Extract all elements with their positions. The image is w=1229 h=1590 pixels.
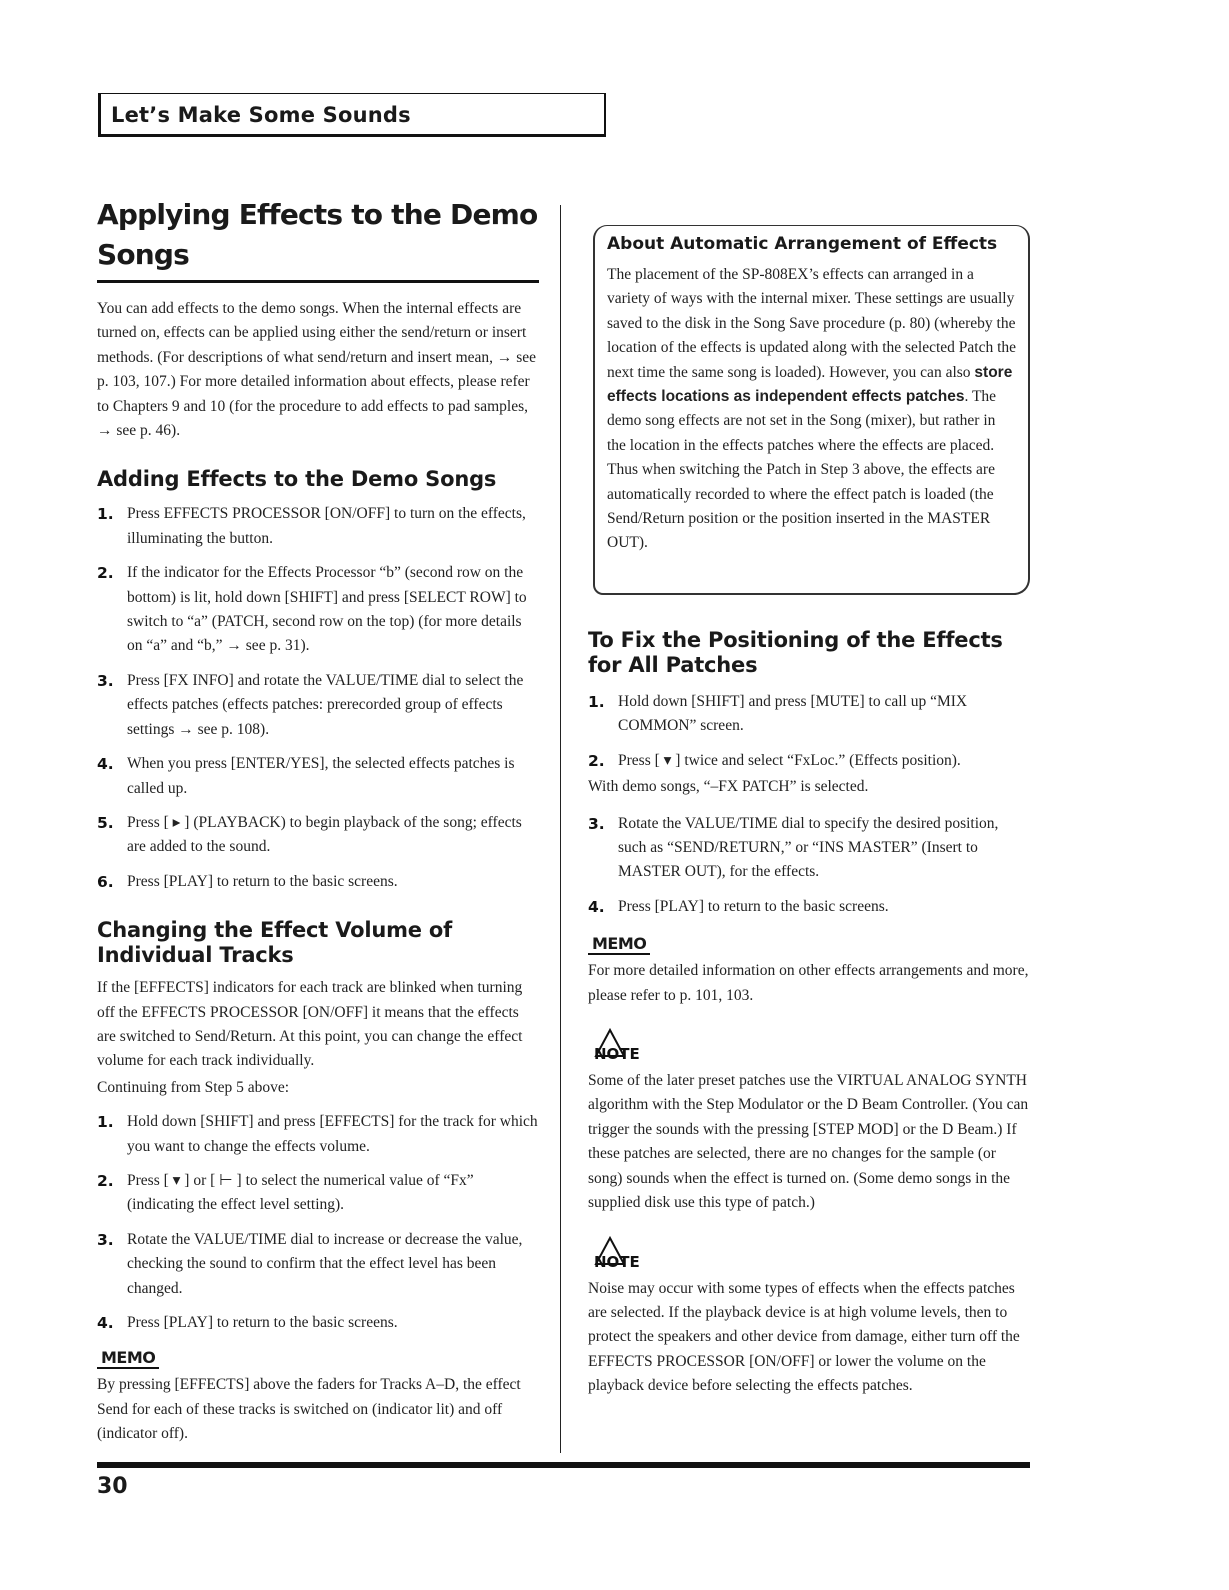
step-text: If the indicator for the Effects Processor “b” (second row on the bottom) is lit, hold down [SHIFT] and press [SELECT ROW] to switch to “a” (PATCH, second row on the top) (for more details on “a” and “b,” → see p. 31).	[127, 564, 527, 655]
memo-text: For more detailed information on other effects arrangements and more, please refer to p. 101, 103.	[588, 962, 1029, 1004]
list-item	[97, 669, 539, 742]
step-text: When you press [ENTER/YES], the selected effects patches is called up.	[127, 755, 515, 797]
left-column	[97, 195, 539, 1447]
info-box-emphasis: store effects locations as independent effects patches	[607, 363, 1013, 406]
step-number: 4.	[97, 755, 114, 774]
step-text: Hold down [SHIFT] and press [EFFECTS] for the track for which you want to change the effects volume.	[127, 1113, 538, 1155]
section-heading-fix-positioning: To Fix the Positioning of the Effects for All Patches	[588, 628, 1003, 677]
list-item	[97, 1311, 539, 1335]
list-item	[588, 895, 1030, 919]
step-number: 5.	[97, 813, 114, 832]
footer-rule	[97, 1462, 1030, 1468]
list-item	[97, 870, 539, 894]
note-icon	[588, 1234, 640, 1272]
step-text: Rotate the VALUE/TIME dial to increase or decrease the value, checking the sound to confirm that the effect level has been changed.	[127, 1230, 523, 1297]
page-number: 30	[97, 1474, 128, 1499]
list-item	[97, 1169, 539, 1218]
step-number: 3.	[97, 1230, 114, 1249]
list-item	[588, 812, 1030, 885]
step-number: 1.	[588, 693, 605, 711]
list-item	[97, 752, 539, 801]
chapter-title: Let’s Make Some Sounds	[111, 103, 411, 127]
memo-block	[97, 1349, 539, 1446]
step-text: Press [FX INFO] and rotate the VALUE/TIME dial to select the effects patches (effects patches: prerecorded group of effects settings → see p. 108).	[127, 671, 524, 738]
step-text: Press [ ▸ ] (PLAYBACK) to begin playback of the song; effects are added to the sound.	[127, 813, 522, 856]
step-number: 1.	[97, 505, 114, 524]
page-title: Applying Effects to the Demo Songs	[97, 195, 539, 283]
step-number: 4.	[588, 897, 605, 916]
adding-effects-steps	[97, 502, 539, 894]
fix-positioning-steps	[588, 690, 1030, 773]
step-text: Press [PLAY] to return to the basic screens.	[127, 1314, 398, 1331]
memo-text: By pressing [EFFECTS] above the faders for Tracks A–D, the effect Send for each of these tracks is switched on (indicator lit) and off (indicator off).	[97, 1376, 521, 1443]
note-block	[588, 1026, 1030, 1215]
step-number: 6.	[97, 872, 114, 891]
right-column	[588, 628, 1030, 1399]
svg-text:NOTE: NOTE	[594, 1045, 640, 1064]
continuing-note: Continuing from Step 5 above:	[97, 1078, 290, 1096]
list-item	[97, 1228, 539, 1301]
step-number: 3.	[588, 814, 605, 833]
fix-positioning-steps-continued	[588, 812, 1030, 920]
memo-block	[588, 935, 1030, 1008]
step-number: 2.	[97, 1171, 114, 1190]
interlude-text: With demo songs, “–FX PATCH” is selected.	[588, 778, 869, 796]
memo-icon: MEMO	[97, 1349, 159, 1369]
step-number: 2.	[588, 751, 605, 770]
step-number: 2.	[97, 564, 114, 583]
effect-volume-intro: If the [EFFECTS] indicators for each track are blinked when turning off the EFFECTS PROCESSOR [ON/OFF] it means that the effects are switched to Send/Return. At this point, you can change the effect volume for each track individually.	[97, 979, 523, 1070]
note-text: Some of the later preset patches use the VIRTUAL ANALOG SYNTH algorithm with the Step Modulator or the D Beam Controller. (You can trigger the sounds with the pressing [STEP MOD] or the D Beam.) If these patches are selected, there are no changes for the sample (or song) sounds when the effect is turned on. (Some demo songs in the supplied disk use this type of patch.)	[588, 1072, 1029, 1212]
step-text: Hold down [SHIFT] and press [MUTE] to call up “MIX COMMON” screen.	[618, 693, 968, 735]
list-item	[588, 690, 1030, 739]
step-text: Press [ ▾ ] twice and select “FxLoc.” (Effects position).	[618, 751, 961, 769]
list-item	[97, 811, 539, 860]
note-icon	[588, 1026, 640, 1064]
list-item	[588, 749, 1030, 773]
effect-volume-steps	[97, 1110, 539, 1335]
svg-text:NOTE: NOTE	[594, 1252, 640, 1271]
step-number: 4.	[97, 1314, 114, 1332]
column-divider	[560, 205, 561, 1453]
chapter-header-tab	[98, 93, 606, 137]
step-text: Press [ ▾ ] or [ ⊢ ] to select the numerical value of “Fx” (indicating the effect level setting).	[127, 1171, 474, 1214]
info-box-text: . The demo song effects are not set in the Song (mixer), but rather in the location in the effects patches where the effects are placed. Thus when switching the Patch in Step 3 above, the effects are automatically recorded to where the effect patch is loaded (the Send/Return position or the position inserted in the MASTER OUT).	[607, 388, 997, 552]
step-text: Rotate the VALUE/TIME dial to specify the desired position, such as “SEND/RETURN,” or “INS MASTER” (Insert to MASTER OUT), for the effects.	[618, 814, 999, 881]
info-box-text: The placement of the SP-808EX’s effects can arranged in a variety of ways with the internal mixer. These settings are usually saved to the disk in the Song Save procedure (p. 80) (whereby the location of the effects is updated along with the selected Patch the next time the same song is loaded). However, you can also	[607, 266, 1017, 381]
section-heading-adding-effects: Adding Effects to the Demo Songs	[97, 467, 497, 492]
step-number: 1.	[97, 1113, 114, 1132]
step-text: Press EFFECTS PROCESSOR [ON/OFF] to turn on the effects, illuminating the button.	[127, 505, 526, 547]
step-text: Press [PLAY] to return to the basic screens.	[127, 872, 398, 890]
list-item	[97, 502, 539, 551]
note-text: Noise may occur with some types of effects when the effects patches are selected. If the playback device is at high volume levels, then to protect the speakers and other device from damage, either turn off the EFFECTS PROCESSOR [ON/OFF] or lower the volume on the playback device before selecting the effects patches.	[588, 1279, 1020, 1395]
info-box-body	[607, 263, 1017, 556]
step-text: Press [PLAY] to return to the basic screens.	[618, 897, 889, 915]
section-heading-effect-volume: Changing the Effect Volume of Individual Tracks	[97, 918, 453, 968]
info-box-title: About Automatic Arrangement of Effects	[607, 234, 998, 254]
list-item	[97, 1110, 539, 1159]
intro-paragraph: You can add effects to the demo songs. When the internal effects are turned on, effects can be applied using either the send/return or insert methods. (For descriptions of what send/return and insert mean, → see p. 103, 107.) For more detailed information about effects, please refer to Chapters 9 and 10 (for the procedure to add effects to pad samples, → see p. 46).	[97, 300, 537, 440]
list-item	[97, 561, 539, 659]
step-number: 3.	[97, 671, 114, 690]
info-box	[593, 225, 1030, 595]
note-block	[588, 1234, 1030, 1399]
memo-icon: MEMO	[588, 935, 650, 955]
